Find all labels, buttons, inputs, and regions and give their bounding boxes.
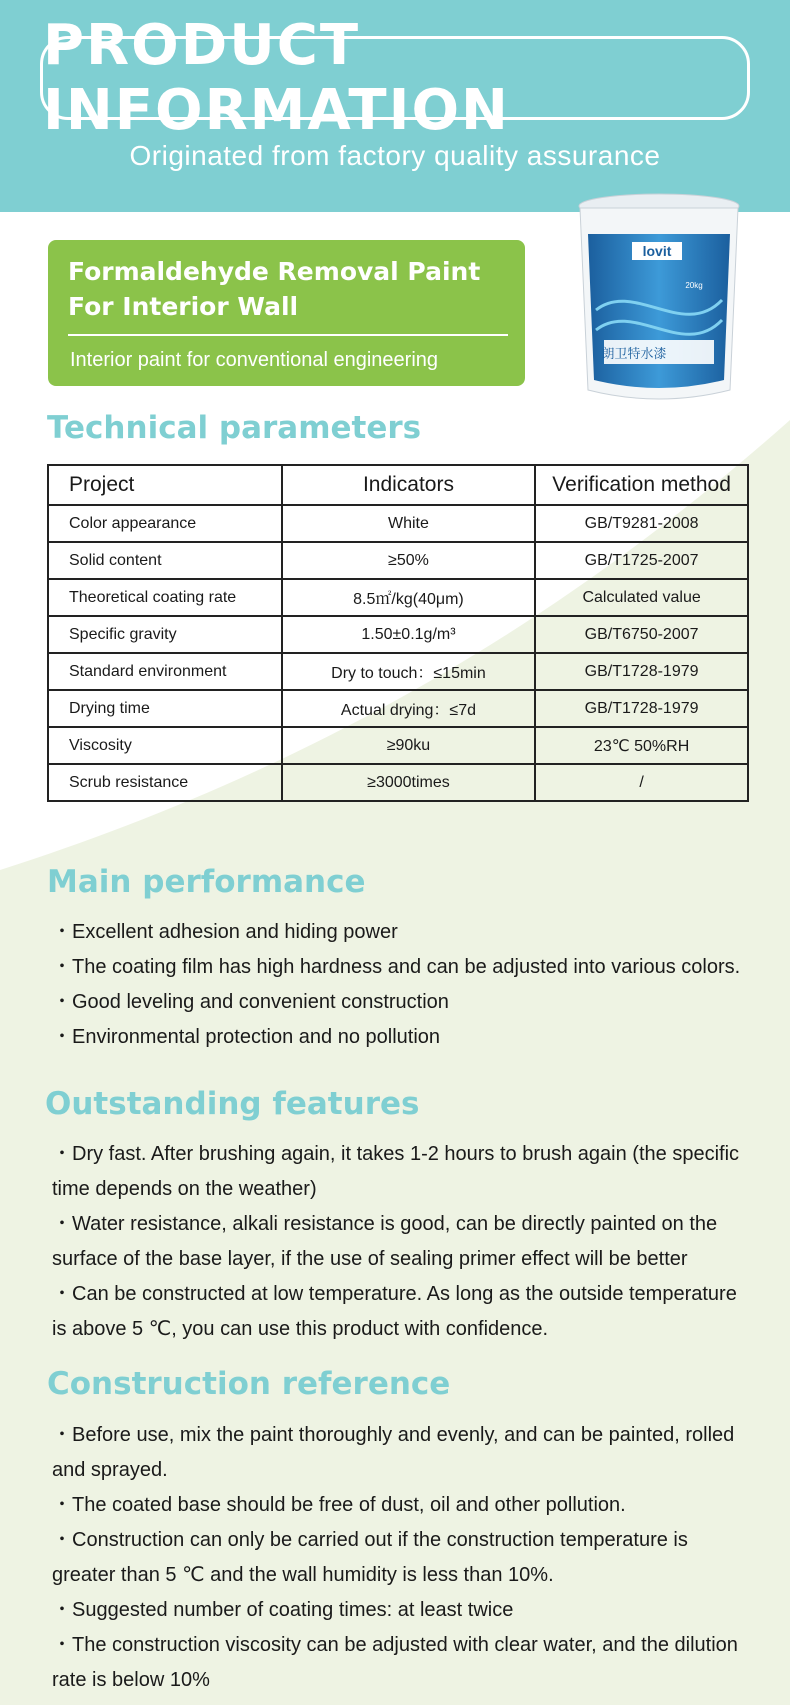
cell-indicator: Dry to touch：≤15min [282, 653, 535, 690]
list-item: ・The coated base should be free of dust, oil and other pollution. [52, 1494, 626, 1516]
cell-method: GB/T1725-2007 [535, 542, 748, 579]
cell-project: Theoretical coating rate [48, 579, 282, 616]
cell-indicator: Actual drying：≤7d [282, 690, 535, 727]
bucket-label: 朗卫特水漆 [601, 347, 667, 362]
cell-indicator: White [282, 505, 535, 542]
main-performance-title: Main performance [47, 864, 366, 900]
product-description: Interior paint for conventional engineering [70, 349, 439, 371]
cell-indicator: 1.50±0.1g/m³ [282, 616, 535, 653]
cell-project: Specific gravity [48, 616, 282, 653]
cell-method: GB/T9281-2008 [535, 505, 748, 542]
product-name-line2: For Interior Wall [68, 292, 299, 321]
list-item: ・Excellent adhesion and hiding power [52, 921, 398, 943]
cell-project: Viscosity [48, 727, 282, 764]
title-frame [40, 13, 750, 143]
cell-project: Drying time [48, 690, 282, 727]
product-card [48, 240, 525, 386]
construction-reference-title: Construction reference [47, 1366, 451, 1402]
cell-project: Standard environment [48, 653, 282, 690]
table-row [48, 542, 748, 579]
cell-project: Solid content [48, 542, 282, 579]
product-name-line1: Formaldehyde Removal Paint [68, 257, 481, 286]
list-item: ・The coating film has high hardness and can be adjusted into various colors. [52, 956, 741, 978]
list-item: ・Construction can only be carried out if the construction temperature is greater than 5 ℃ and the wall humidity is less than 10%. [52, 1529, 688, 1586]
bucket-brand: lovit [642, 243, 672, 259]
list-item: ・Good leveling and convenient construction [52, 991, 449, 1013]
list-item: ・Suggested number of coating times: at least twice [52, 1599, 514, 1621]
list-item: ・Before use, mix the paint thoroughly and evenly, and can be painted, rolled and sprayed. [52, 1424, 735, 1481]
list-item: ・Can be constructed at low temperature. As long as the outside temperature is above 5 ℃, you can use this product with confidence. [52, 1283, 737, 1340]
cell-indicator: ≥3000times [282, 764, 535, 801]
list-item: ・Water resistance, alkali resistance is good, can be directly painted on the surface of the base layer, if the use of sealing primer effect will be better [52, 1213, 718, 1270]
page-subtitle: Originated from factory quality assurance [129, 140, 661, 171]
cell-indicator: ≥50% [282, 542, 535, 579]
table-row [48, 690, 748, 727]
header-project: Project [48, 465, 282, 505]
table-row [48, 505, 748, 542]
header-indicators: Indicators [282, 465, 535, 505]
list-item: ・The construction viscosity can be adjusted with clear water, and the dilution rate is below 10% [52, 1634, 738, 1691]
cell-indicator: ≥90ku [282, 727, 535, 764]
table-row [48, 764, 748, 801]
table-row [48, 579, 748, 616]
technical-parameters-title: Technical parameters [47, 410, 422, 446]
table-row [48, 616, 748, 653]
performance-list [52, 915, 740, 1055]
technical-parameters-table [47, 464, 749, 802]
header-banner [0, 0, 790, 212]
construction-list [52, 1418, 752, 1698]
cell-method: GB/T1728-1979 [535, 653, 748, 690]
bucket-weight: 20kg [685, 281, 703, 290]
table-header-row [48, 465, 748, 505]
cell-method: GB/T1728-1979 [535, 690, 748, 727]
paint-bucket-image [574, 190, 744, 420]
features-list [52, 1137, 752, 1347]
outstanding-features-title: Outstanding features [45, 1086, 420, 1122]
card-divider [68, 334, 508, 336]
page-title: PRODUCT INFORMATION [43, 13, 510, 143]
table-row [48, 653, 748, 690]
cell-method: / [535, 764, 748, 801]
header-verification-method: Verification method [535, 465, 748, 505]
product-name [68, 254, 508, 324]
cell-method: Calculated value [535, 579, 748, 616]
cell-indicator: 8.5㎡/kg(40μm) [282, 579, 535, 616]
cell-method: 23℃ 50%RH [535, 727, 748, 764]
table-row [48, 727, 748, 764]
cell-project: Color appearance [48, 505, 282, 542]
cell-method: GB/T6750-2007 [535, 616, 748, 653]
list-item: ・Environmental protection and no pollution [52, 1026, 441, 1048]
list-item: ・Dry fast. After brushing again, it takes 1-2 hours to brush again (the specific time depends on the weather) [52, 1143, 740, 1200]
cell-project: Scrub resistance [48, 764, 282, 801]
